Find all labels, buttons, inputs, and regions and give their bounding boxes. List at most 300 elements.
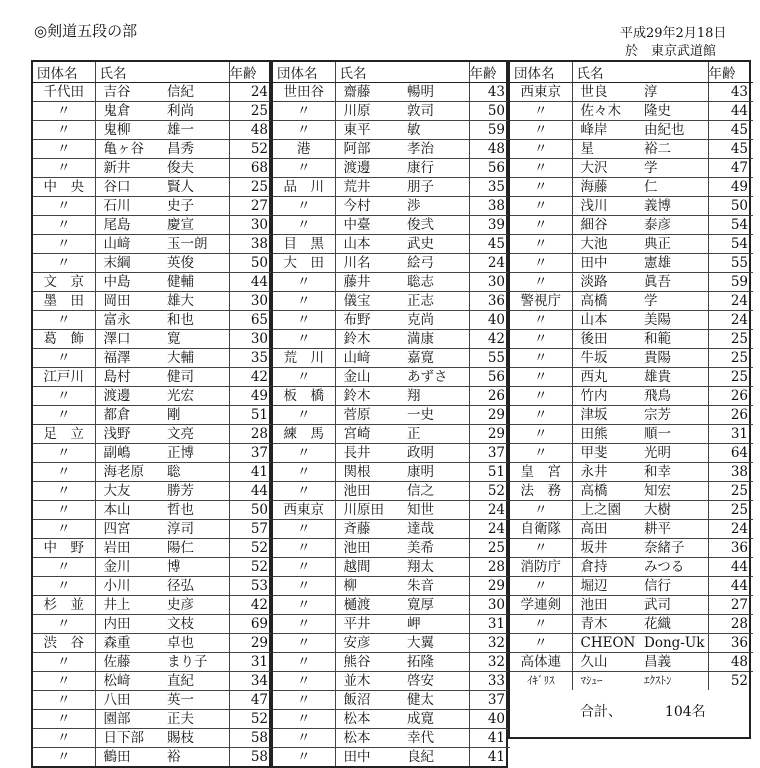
surname-cell: 大友 bbox=[95, 482, 163, 501]
surname-cell: 山﨑 bbox=[335, 349, 403, 368]
surname-cell: 岩田 bbox=[95, 539, 163, 558]
dantai-cell: 〃 bbox=[273, 292, 335, 311]
dantai-cell: 〃 bbox=[33, 577, 95, 596]
table-row bbox=[273, 729, 510, 748]
table-row bbox=[273, 672, 510, 691]
given-name-cell: 花織 bbox=[640, 615, 708, 634]
table-row bbox=[510, 311, 753, 330]
given-name-cell: 信之 bbox=[403, 482, 469, 501]
table-row bbox=[273, 387, 510, 406]
dantai-cell: 荒 川 bbox=[273, 349, 335, 368]
surname-cell: 渡邊 bbox=[95, 387, 163, 406]
given-name-cell: 政明 bbox=[403, 444, 469, 463]
dantai-cell: 〃 bbox=[273, 558, 335, 577]
table-row bbox=[273, 653, 510, 672]
table-row bbox=[273, 102, 510, 121]
given-name-cell: 正博 bbox=[163, 444, 229, 463]
surname-cell: 四宮 bbox=[95, 520, 163, 539]
table-row bbox=[33, 235, 273, 254]
dantai-cell: 〃 bbox=[273, 729, 335, 748]
age-cell: 59 bbox=[469, 121, 510, 140]
given-name-cell: 敏 bbox=[403, 121, 469, 140]
table-row bbox=[510, 254, 753, 273]
dantai-cell: 中 央 bbox=[33, 178, 95, 197]
surname-cell: 鶴田 bbox=[103, 749, 131, 765]
dantai-cell: 〃 bbox=[510, 140, 572, 159]
age-cell: 30 bbox=[229, 330, 273, 349]
surname-cell: 高橋 bbox=[572, 292, 640, 311]
surname-cell: 山本 bbox=[335, 235, 403, 254]
dantai-cell: 〃 bbox=[510, 425, 572, 444]
age-cell: 57 bbox=[229, 520, 273, 539]
dantai-cell: 〃 bbox=[33, 387, 95, 406]
dantai-cell: 〃 bbox=[33, 216, 95, 235]
given-name-cell: 泰彦 bbox=[640, 216, 708, 235]
dantai-cell: 〃 bbox=[510, 159, 572, 178]
table-row bbox=[510, 539, 753, 558]
table-row bbox=[510, 501, 753, 520]
given-name-cell: 由紀也 bbox=[640, 121, 708, 140]
dantai-cell: 〃 bbox=[33, 463, 95, 482]
dantai-cell: 目 黒 bbox=[273, 235, 335, 254]
age-cell: 49 bbox=[708, 178, 753, 197]
dantai-cell: 〃 bbox=[273, 406, 335, 425]
age-cell: 30 bbox=[469, 596, 510, 615]
age-cell: 32 bbox=[469, 653, 510, 672]
table-row bbox=[273, 83, 510, 102]
dantai-cell: 〃 bbox=[273, 311, 335, 330]
surname-cell: 淡路 bbox=[572, 273, 640, 292]
given-name-cell: 文枝 bbox=[163, 615, 229, 634]
surname-cell: 坂井 bbox=[572, 539, 640, 558]
age-cell: 52 bbox=[229, 558, 273, 577]
table-row bbox=[273, 197, 510, 216]
dantai-cell: 品 川 bbox=[273, 178, 335, 197]
dantai-cell: 〃 bbox=[33, 102, 95, 121]
surname-cell: 島村 bbox=[95, 368, 163, 387]
surname-cell: 亀ヶ谷 bbox=[95, 140, 163, 159]
header-dantai: 団体名 bbox=[33, 62, 95, 83]
dantai-cell: 練 馬 bbox=[273, 425, 335, 444]
surname-cell: 牛坂 bbox=[572, 349, 640, 368]
dantai-cell: 〃 bbox=[273, 634, 335, 653]
given-name-cell: 眞吾 bbox=[640, 273, 708, 292]
table-row bbox=[33, 482, 273, 501]
dantai-cell: 〃 bbox=[33, 254, 95, 273]
given-name-cell: 宗芳 bbox=[640, 406, 708, 425]
age-cell: 24 bbox=[708, 311, 753, 330]
table-row bbox=[273, 273, 510, 292]
dantai-cell: 〃 bbox=[273, 539, 335, 558]
age-cell: 29 bbox=[469, 406, 510, 425]
dantai-cell: 〃 bbox=[510, 577, 572, 596]
age-cell: 24 bbox=[469, 501, 510, 520]
age-cell: 24 bbox=[469, 520, 510, 539]
given-name-cell: 康行 bbox=[403, 159, 469, 178]
table-row bbox=[33, 368, 273, 387]
table-row bbox=[273, 710, 510, 729]
given-name-cell: 大輔 bbox=[163, 349, 229, 368]
dantai-cell: 〃 bbox=[273, 273, 335, 292]
table-row bbox=[33, 102, 273, 121]
given-name-cell: 健太 bbox=[403, 691, 469, 710]
table-row bbox=[273, 501, 510, 520]
age-cell: 27 bbox=[708, 596, 753, 615]
given-name-cell: 玉一朗 bbox=[163, 235, 229, 254]
table-row bbox=[273, 368, 510, 387]
given-name-cell: 哲也 bbox=[163, 501, 229, 520]
surname-cell: 浅野 bbox=[95, 425, 163, 444]
table-row bbox=[273, 482, 510, 501]
age-cell: 30 bbox=[229, 292, 273, 311]
age-cell: 40 bbox=[469, 710, 510, 729]
age-cell: 29 bbox=[469, 425, 510, 444]
surname-cell: 倉持 bbox=[572, 558, 640, 577]
age-cell: 26 bbox=[469, 387, 510, 406]
table-row bbox=[33, 330, 273, 349]
age-cell: 50 bbox=[229, 254, 273, 273]
age-cell: 25 bbox=[708, 330, 753, 349]
dantai-cell: 〃 bbox=[510, 349, 572, 368]
table-row bbox=[33, 710, 273, 729]
surname-cell: 池田 bbox=[335, 482, 403, 501]
age-cell: 42 bbox=[469, 330, 510, 349]
age-cell: 27 bbox=[229, 197, 273, 216]
surname-cell: 海老原 bbox=[95, 463, 163, 482]
table-row bbox=[33, 311, 273, 330]
age-cell: 32 bbox=[469, 634, 510, 653]
surname-cell: 金川 bbox=[95, 558, 163, 577]
dantai-cell: 警視庁 bbox=[510, 292, 572, 311]
age-cell: 44 bbox=[708, 558, 753, 577]
total-label: 合計、 bbox=[580, 704, 622, 720]
surname-cell: 細谷 bbox=[572, 216, 640, 235]
age-cell: 56 bbox=[469, 368, 510, 387]
table-row bbox=[33, 406, 273, 425]
surname-cell: 小川 bbox=[95, 577, 163, 596]
table-row bbox=[510, 178, 753, 197]
given-name-cell: 淳 bbox=[640, 83, 708, 102]
age-cell: 25 bbox=[708, 482, 753, 501]
dantai-cell: 〃 bbox=[510, 634, 572, 653]
header-nenrei: 年齢 bbox=[229, 62, 273, 83]
dantai-cell: 〃 bbox=[510, 197, 572, 216]
dantai-cell: 〃 bbox=[33, 653, 95, 672]
table-row bbox=[33, 634, 273, 653]
surname-cell: 高橋 bbox=[572, 482, 640, 501]
table-row bbox=[510, 368, 753, 387]
table-row bbox=[510, 615, 753, 634]
surname-cell: 佐々木 bbox=[572, 102, 640, 121]
given-name-cell: 和範 bbox=[640, 330, 708, 349]
surname-cell: 池田 bbox=[572, 596, 640, 615]
age-cell: 53 bbox=[229, 577, 273, 596]
table-row bbox=[273, 216, 510, 235]
surname-cell: 金山 bbox=[335, 368, 403, 387]
age-cell: 29 bbox=[229, 634, 273, 653]
given-name-cell: 博 bbox=[163, 558, 229, 577]
dantai-cell: 〃 bbox=[273, 368, 335, 387]
age-cell: 50 bbox=[469, 102, 510, 121]
table-row bbox=[33, 653, 273, 672]
given-name-cell: 健輔 bbox=[163, 273, 229, 292]
dantai-cell: 渋 谷 bbox=[33, 634, 95, 653]
given-name-cell: 正志 bbox=[403, 292, 469, 311]
table-row bbox=[33, 83, 273, 102]
dantai-cell: 〃 bbox=[33, 406, 95, 425]
given-name-cell: 義博 bbox=[640, 197, 708, 216]
dantai-cell: 〃 bbox=[510, 311, 572, 330]
given-name-cell: 暢明 bbox=[403, 83, 469, 102]
table-row bbox=[33, 273, 273, 292]
table-row bbox=[510, 634, 753, 653]
age-cell: 51 bbox=[469, 463, 510, 482]
surname-cell: 宮崎 bbox=[335, 425, 403, 444]
given-name-cell: 朋子 bbox=[403, 178, 469, 197]
dantai-cell: 港 bbox=[273, 140, 335, 159]
given-name-cell: 耕平 bbox=[640, 520, 708, 539]
given-name-cell: 剛 bbox=[163, 406, 229, 425]
table-row bbox=[273, 634, 510, 653]
table-row bbox=[273, 330, 510, 349]
age-cell: 25 bbox=[229, 102, 273, 121]
surname-cell: 青木 bbox=[572, 615, 640, 634]
surname-cell: 新井 bbox=[95, 159, 163, 178]
dantai-cell: 〃 bbox=[33, 159, 95, 178]
surname-cell: 渡邊 bbox=[335, 159, 403, 178]
dantai-cell: 墨 田 bbox=[33, 292, 95, 311]
given-name-cell: 光明 bbox=[640, 444, 708, 463]
given-name-cell: 和也 bbox=[163, 311, 229, 330]
total-box bbox=[508, 665, 751, 739]
age-cell: 38 bbox=[469, 197, 510, 216]
given-name-cell: 雄貴 bbox=[640, 368, 708, 387]
given-name-cell: 寛厚 bbox=[403, 596, 469, 615]
given-name-cell: 裕 bbox=[167, 749, 181, 765]
surname-cell: 川原田 bbox=[335, 501, 403, 520]
dantai-cell: 杉 並 bbox=[33, 596, 95, 615]
surname-cell: 田中 bbox=[572, 254, 640, 273]
table-row bbox=[273, 539, 510, 558]
surname-cell: 堀辺 bbox=[572, 577, 640, 596]
surname-cell: 並木 bbox=[335, 672, 403, 691]
surname-cell: 平井 bbox=[335, 615, 403, 634]
dantai-cell: 〃 bbox=[273, 615, 335, 634]
surname-cell: 海藤 bbox=[572, 178, 640, 197]
age-cell: 26 bbox=[708, 406, 753, 425]
given-name-cell: 大翼 bbox=[403, 634, 469, 653]
age-cell: 42 bbox=[229, 596, 273, 615]
dantai-cell: 〃 bbox=[273, 330, 335, 349]
surname-cell: 富永 bbox=[95, 311, 163, 330]
age-cell: 44 bbox=[229, 482, 273, 501]
age-cell: 48 bbox=[469, 140, 510, 159]
age-cell: 26 bbox=[708, 387, 753, 406]
dantai-cell: 〃 bbox=[273, 691, 335, 710]
given-name-cell: 史彦 bbox=[163, 596, 229, 615]
age-cell: 52 bbox=[708, 672, 753, 691]
age-cell: 59 bbox=[708, 273, 753, 292]
surname-cell: 末綱 bbox=[95, 254, 163, 273]
age-cell: 31 bbox=[469, 615, 510, 634]
given-name-cell: 知宏 bbox=[640, 482, 708, 501]
dantai-cell: 〃 bbox=[33, 691, 95, 710]
surname-cell: 世良 bbox=[572, 83, 640, 102]
dantai-cell: 皇 宮 bbox=[510, 463, 572, 482]
dantai-cell: 〃 bbox=[273, 463, 335, 482]
surname-cell: 阿部 bbox=[335, 140, 403, 159]
table-row bbox=[273, 463, 510, 482]
given-name-cell: 雄一 bbox=[163, 121, 229, 140]
age-cell: 35 bbox=[229, 349, 273, 368]
given-name-cell: 満康 bbox=[403, 330, 469, 349]
surname-cell: 津坂 bbox=[572, 406, 640, 425]
table-row bbox=[510, 102, 753, 121]
surname-cell: 田熊 bbox=[572, 425, 640, 444]
table-row bbox=[273, 520, 510, 539]
given-name-cell: 俊弐 bbox=[403, 216, 469, 235]
header-shimei: 氏名 bbox=[572, 62, 708, 83]
surname-cell: 竹内 bbox=[572, 387, 640, 406]
surname-cell: 後田 bbox=[572, 330, 640, 349]
dantai-cell: 〃 bbox=[273, 216, 335, 235]
given-name-cell: 学 bbox=[640, 159, 708, 178]
dantai-cell: 葛 飾 bbox=[33, 330, 95, 349]
dantai-cell: 自衛隊 bbox=[510, 520, 572, 539]
table-row bbox=[33, 729, 273, 748]
dantai-cell: 〃 bbox=[33, 520, 95, 539]
dantai-cell: 〃 bbox=[33, 672, 95, 691]
given-name-cell: 昌義 bbox=[640, 653, 708, 672]
given-name-cell: 光宏 bbox=[163, 387, 229, 406]
age-cell: 43 bbox=[469, 83, 510, 102]
table-row bbox=[273, 444, 510, 463]
dantai-cell: 〃 bbox=[510, 444, 572, 463]
age-cell: 55 bbox=[469, 349, 510, 368]
table-row bbox=[273, 178, 510, 197]
surname-cell: 樋渡 bbox=[335, 596, 403, 615]
table-row bbox=[510, 596, 753, 615]
age-cell: 47 bbox=[229, 691, 273, 710]
given-name-cell: 雄大 bbox=[163, 292, 229, 311]
dantai-cell: 〃 bbox=[33, 140, 95, 159]
table-row bbox=[33, 121, 273, 140]
surname-cell: 大沢 bbox=[572, 159, 640, 178]
exam-venue: 於 東京武道館 bbox=[625, 44, 717, 59]
total-count: 104名 bbox=[664, 704, 706, 720]
table-row bbox=[33, 349, 273, 368]
given-name-cell: 寛 bbox=[163, 330, 229, 349]
surname-cell: 八田 bbox=[95, 691, 163, 710]
surname-cell: 鈴木 bbox=[335, 330, 403, 349]
surname-cell: 鈴木 bbox=[335, 387, 403, 406]
given-name-cell: 克尚 bbox=[403, 311, 469, 330]
dantai-cell: 〃 bbox=[273, 482, 335, 501]
age-cell: 45 bbox=[708, 140, 753, 159]
given-name-cell: 賜枝 bbox=[163, 729, 229, 748]
age-cell: 45 bbox=[708, 121, 753, 140]
age-cell: 25 bbox=[708, 349, 753, 368]
given-name-cell: 信紀 bbox=[163, 83, 229, 102]
dantai-cell: 〃 bbox=[33, 444, 95, 463]
surname-cell: 星 bbox=[572, 140, 640, 159]
dantai-cell: 〃 bbox=[273, 444, 335, 463]
age-cell: 52 bbox=[469, 482, 510, 501]
table-row bbox=[510, 463, 753, 482]
age-cell: 36 bbox=[469, 292, 510, 311]
age-cell: 44 bbox=[708, 102, 753, 121]
surname-cell: 吉谷 bbox=[95, 83, 163, 102]
header-nenrei: 年齢 bbox=[469, 62, 510, 83]
table-row bbox=[33, 425, 273, 444]
surname-cell: 山本 bbox=[572, 311, 640, 330]
age-cell: 52 bbox=[229, 539, 273, 558]
table-row bbox=[510, 520, 753, 539]
age-cell: 36 bbox=[708, 539, 753, 558]
dantai-cell: 〃 bbox=[33, 729, 95, 748]
header-dantai: 団体名 bbox=[510, 62, 572, 83]
age-cell: 29 bbox=[469, 577, 510, 596]
age-cell: 41 bbox=[229, 463, 273, 482]
age-cell: 41 bbox=[469, 748, 510, 767]
given-name-cell: 正 bbox=[403, 425, 469, 444]
surname-cell: 齋藤 bbox=[335, 83, 403, 102]
surname-cell: 森重 bbox=[95, 634, 163, 653]
dantai-cell: 〃 bbox=[510, 387, 572, 406]
dantai-cell: 〃 bbox=[510, 216, 572, 235]
table-row bbox=[510, 425, 753, 444]
given-name-cell: 美希 bbox=[403, 539, 469, 558]
dantai-cell: 〃 bbox=[510, 539, 572, 558]
table-row bbox=[33, 558, 273, 577]
dantai-cell: 〃 bbox=[33, 748, 95, 767]
table-row bbox=[273, 558, 510, 577]
table-row bbox=[273, 691, 510, 710]
surname-cell: 鬼倉 bbox=[95, 102, 163, 121]
age-cell: 47 bbox=[708, 159, 753, 178]
given-name-cell: 文亮 bbox=[163, 425, 229, 444]
table-row bbox=[273, 311, 510, 330]
dantai-cell: 〃 bbox=[33, 197, 95, 216]
dantai-cell: 〃 bbox=[510, 254, 572, 273]
table-row bbox=[510, 216, 753, 235]
age-cell: 52 bbox=[229, 710, 273, 729]
age-cell: 38 bbox=[708, 463, 753, 482]
surname-cell: 岡田 bbox=[95, 292, 163, 311]
dantai-cell: 〃 bbox=[33, 121, 95, 140]
age-cell: 37 bbox=[469, 691, 510, 710]
given-name-cell: 敦司 bbox=[403, 102, 469, 121]
surname-cell: 浅川 bbox=[572, 197, 640, 216]
dantai-cell: 高体連 bbox=[510, 653, 572, 672]
dantai-cell: 〃 bbox=[273, 197, 335, 216]
surname-cell: 菅原 bbox=[335, 406, 403, 425]
surname-cell: 関根 bbox=[335, 463, 403, 482]
age-cell: 50 bbox=[708, 197, 753, 216]
table-row bbox=[273, 406, 510, 425]
age-cell: 30 bbox=[469, 273, 510, 292]
table-row bbox=[510, 406, 753, 425]
surname-cell: 布野 bbox=[335, 311, 403, 330]
dantai-cell: 〃 bbox=[510, 178, 572, 197]
table-row bbox=[273, 748, 510, 767]
surname-cell: 長井 bbox=[335, 444, 403, 463]
dantai-cell: 中 野 bbox=[33, 539, 95, 558]
age-cell: 33 bbox=[469, 672, 510, 691]
given-name-cell: 康明 bbox=[403, 463, 469, 482]
given-name-cell: 朱音 bbox=[403, 577, 469, 596]
table-row bbox=[33, 444, 273, 463]
